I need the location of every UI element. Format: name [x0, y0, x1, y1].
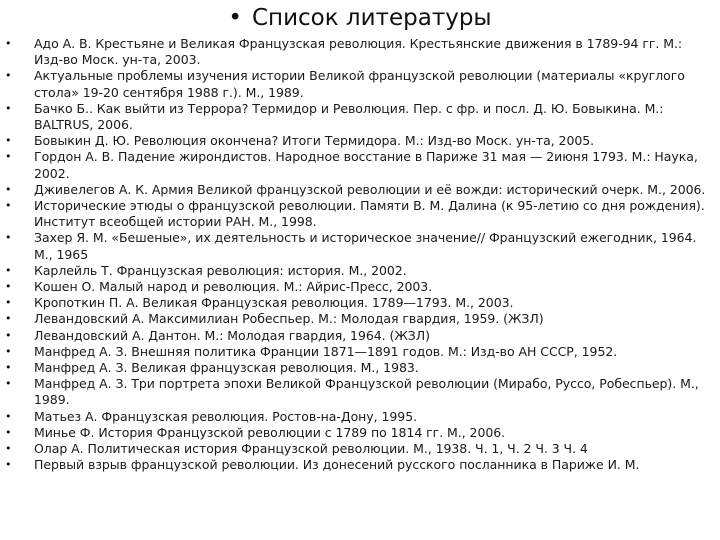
reference-item	[0, 182, 720, 198]
reference-text: Адо А. В. Крестьяне и Великая Французская революция. Крестьянские движения в 1789-94 гг. М.: Изд-во Моск. ун-та, 2003.	[34, 36, 683, 68]
reference-text: Гордон А. В. Падение жирондистов. Народное восстание в Париже 31 мая — 2июня 1793. М.: Наука, 2002.	[34, 149, 698, 181]
bullet-icon: •	[5, 69, 12, 83]
reference-text: Левандовский А. Максимилиан Робеспьер. М.: Молодая гвардия, 1959. (ЖЗЛ)	[34, 311, 544, 327]
bullet-icon: •	[5, 377, 12, 391]
reference-text: Минье Ф. История Французской революции с 1789 по 1814 гг. М., 2006.	[34, 424, 506, 440]
reference-item	[0, 68, 720, 100]
bullet-icon: •	[5, 37, 12, 50]
reference-text: Кошен О. Малый народ и революция. М.: Айрис-Пресс, 2003.	[34, 279, 433, 295]
bullet-icon: •	[5, 425, 12, 439]
slide-title-text: Список литературы	[251, 5, 492, 31]
bullet-icon: •	[5, 231, 12, 245]
slide-title	[0, 4, 720, 32]
reference-item	[0, 344, 720, 360]
bullet-icon: •	[5, 263, 12, 277]
reference-item	[0, 425, 720, 441]
reference-item	[0, 441, 720, 457]
reference-text: Манфред А. З. Великая французская революция. М., 1983.	[34, 360, 419, 376]
title-bullet-icon: •	[228, 5, 242, 31]
bullet-icon: •	[5, 458, 12, 472]
reference-text: Манфред А. З. Три портрета эпохи Великой Французской революции (Мирабо, Руссо, Робеспьер). М., 1989.	[34, 376, 699, 408]
bullet-icon: •	[5, 150, 12, 164]
bullet-icon: •	[5, 101, 12, 115]
reference-text: Манфред А. З. Внешняя политика Франции 1871—1891 годов. М.: Изд-во АН СССР, 1952.	[34, 343, 618, 359]
reference-item	[0, 36, 720, 68]
reference-item	[0, 133, 720, 149]
bullet-icon: •	[5, 296, 12, 310]
reference-text: Матьез А. Французская революция. Ростов-на-Дону, 1995.	[34, 408, 418, 424]
reference-item	[0, 279, 720, 295]
reference-item	[0, 457, 720, 473]
reference-item	[0, 360, 720, 376]
reference-item	[0, 328, 720, 344]
reference-item	[0, 263, 720, 279]
reference-text: Бовыкин Д. Ю. Революция окончена? Итоги Термидора. М.: Изд-во Моск. ун-та, 2005.	[34, 133, 595, 149]
bullet-icon: •	[5, 199, 12, 213]
reference-text: Левандовский А. Дантон. М.: Молодая гвардия, 1964. (ЖЗЛ)	[34, 327, 430, 343]
reference-item	[0, 149, 720, 181]
bullet-icon: •	[5, 442, 12, 456]
reference-item	[0, 311, 720, 327]
reference-text: Захер Я. М. «Бешеные», их деятельность и историческое значение// Французский ежегодник, 1964. М., 1965	[34, 230, 697, 262]
reference-text: Бачко Б.. Как выйти из Террора? Термидор и Революция. Пер. с фр. и посл. Д. Ю. Бовыкина. М.: BALTRUS, 2006.	[34, 100, 664, 133]
reference-item	[0, 230, 720, 262]
reference-text: Карлейль Т. Французская революция: история. М., 2002.	[34, 262, 407, 278]
reference-item	[0, 376, 720, 408]
reference-text: Кропоткин П. А. Великая Французская революция. 1789—1793. М., 2003.	[34, 295, 514, 311]
reference-text: Актуальные проблемы изучения истории Великой французской революции (материалы «круглого стола» 19-20 сентября 1988 г.). М., 1989.	[34, 68, 685, 100]
reference-item	[0, 198, 720, 230]
reference-item	[0, 295, 720, 311]
reference-text: Дживелегов А. К. Армия Великой французской революции и её вожди: исторический очерк. М., 2006.	[34, 181, 706, 197]
bullet-icon: •	[5, 182, 12, 196]
bullet-icon: •	[5, 409, 12, 423]
bullet-icon: •	[5, 280, 12, 294]
reference-item	[0, 101, 720, 133]
reference-text: Первый взрыв французской революции. Из донесений русского посланника в Париже И. М.	[34, 457, 640, 473]
reference-text: Исторические этюды о французской революции. Памяти В. М. Далина (к 95-летию со дня рождения). Институт всеобщей истории РАН. М., 1998.	[34, 198, 705, 230]
reference-list	[0, 36, 720, 473]
bullet-icon: •	[5, 312, 12, 326]
bullet-icon: •	[5, 134, 12, 148]
reference-item	[0, 409, 720, 425]
reference-text: Олар А. Политическая история Французской революции. М., 1938. Ч. 1, Ч. 2 Ч. 3 Ч. 4	[34, 441, 588, 457]
bullet-icon: •	[5, 344, 12, 358]
bullet-icon: •	[5, 328, 12, 342]
bullet-icon: •	[5, 361, 12, 375]
